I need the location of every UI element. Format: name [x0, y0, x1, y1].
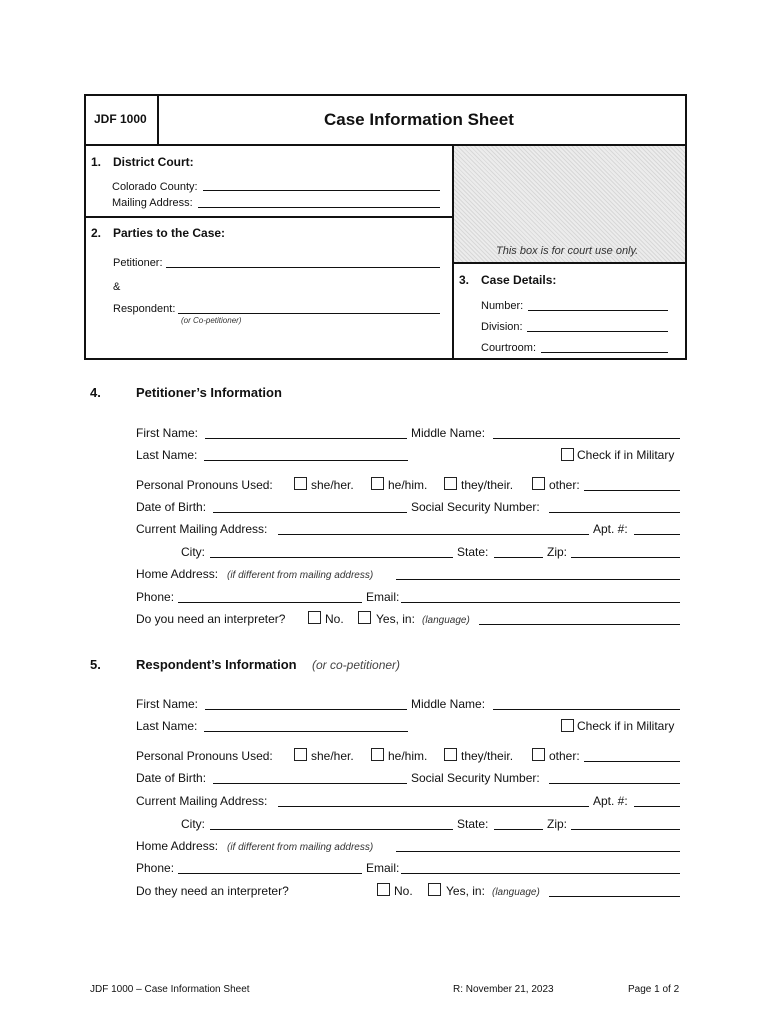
- resp-interpreter-no-checkbox[interactable]: [377, 883, 390, 896]
- resp-phone-field[interactable]: [178, 873, 362, 874]
- pet-dob-field[interactable]: [213, 512, 407, 513]
- resp-home-field[interactable]: [396, 851, 680, 852]
- resp-he-label: he/him.: [388, 749, 428, 763]
- resp-email-field[interactable]: [401, 873, 680, 874]
- resp-state-field[interactable]: [494, 829, 543, 830]
- courtroom-field[interactable]: [541, 352, 668, 353]
- pet-interpreter-no-checkbox[interactable]: [308, 611, 321, 624]
- pet-zip-label: Zip:: [547, 545, 568, 559]
- pet-language-note: (language): [422, 615, 470, 626]
- co-petitioner-note: (or Co-petitioner): [181, 316, 242, 325]
- form-code: JDF 1000: [94, 112, 147, 126]
- resp-city-field[interactable]: [210, 829, 453, 830]
- pet-he-checkbox[interactable]: [371, 477, 384, 490]
- resp-home-note: (if different from mailing address): [227, 842, 374, 853]
- pet-email-label: Email:: [366, 590, 400, 604]
- resp-apt-label: Apt. #:: [593, 794, 628, 808]
- respondent-section-number: 5.: [90, 657, 101, 672]
- pet-interpreter-yes-label: Yes, in:: [376, 612, 415, 626]
- court-use-text: This box is for court use only.: [496, 245, 639, 257]
- resp-other-label: other:: [549, 749, 580, 763]
- pet-home-note: (if different from mailing address): [227, 570, 374, 581]
- pet-home-field[interactable]: [396, 579, 680, 580]
- resp-language-note: (language): [492, 887, 540, 898]
- resp-zip-field[interactable]: [571, 829, 680, 830]
- resp-state-label: State:: [457, 817, 489, 831]
- header-divider: [157, 96, 159, 144]
- resp-interpreter-label: Do they need an interpreter?: [136, 884, 289, 898]
- pet-they-label: they/their.: [461, 478, 514, 492]
- pet-email-field[interactable]: [401, 602, 680, 603]
- resp-middle-name-field[interactable]: [493, 709, 680, 710]
- footer-page-number: Page 1 of 2: [628, 984, 680, 995]
- pet-he-label: he/him.: [388, 478, 428, 492]
- resp-they-checkbox[interactable]: [444, 748, 457, 761]
- resp-interpreter-no-label: No.: [394, 884, 413, 898]
- resp-other-field[interactable]: [584, 761, 680, 762]
- pet-middle-name-label: Middle Name:: [411, 426, 486, 440]
- resp-military-checkbox[interactable]: [561, 719, 574, 732]
- respondent-heading-note: (or co-petitioner): [312, 658, 401, 672]
- pet-ssn-label: Social Security Number:: [411, 500, 540, 514]
- pet-interpreter-label: Do you need an interpreter?: [136, 612, 286, 626]
- pet-other-checkbox[interactable]: [532, 477, 545, 490]
- division-label: Division:: [481, 321, 523, 333]
- resp-dob-label: Date of Birth:: [136, 771, 207, 785]
- pet-ssn-field[interactable]: [549, 512, 680, 513]
- resp-email-label: Email:: [366, 861, 400, 875]
- resp-mailing-field[interactable]: [278, 806, 589, 807]
- page-title: Case Information Sheet: [324, 110, 514, 129]
- resp-ssn-label: Social Security Number:: [411, 771, 540, 785]
- pet-she-label: she/her.: [311, 478, 354, 492]
- footer-form-name: JDF 1000 – Case Information Sheet: [90, 984, 250, 995]
- pet-interpreter-no-label: No.: [325, 612, 344, 626]
- resp-other-checkbox[interactable]: [532, 748, 545, 761]
- case-number-label: Number:: [481, 300, 524, 312]
- pet-middle-name-field[interactable]: [493, 438, 680, 439]
- pet-dob-label: Date of Birth:: [136, 500, 207, 514]
- pet-they-checkbox[interactable]: [444, 477, 457, 490]
- courtroom-label: Courtroom:: [481, 342, 537, 354]
- footer-revision: R: November 21, 2023: [453, 984, 554, 995]
- resp-interpreter-yes-checkbox[interactable]: [428, 883, 441, 896]
- resp-pronouns-label: Personal Pronouns Used:: [136, 749, 273, 763]
- resp-interpreter-yes-label: Yes, in:: [446, 884, 485, 898]
- resp-they-label: they/their.: [461, 749, 514, 763]
- resp-she-label: she/her.: [311, 749, 354, 763]
- resp-he-checkbox[interactable]: [371, 748, 384, 761]
- ampersand: &: [113, 281, 121, 293]
- pet-zip-field[interactable]: [571, 557, 680, 558]
- pet-phone-field[interactable]: [178, 602, 362, 603]
- resp-city-label: City:: [181, 817, 205, 831]
- resp-last-name-field[interactable]: [204, 731, 408, 732]
- court-heading: District Court:: [113, 155, 194, 169]
- resp-mailing-label: Current Mailing Address:: [136, 794, 268, 808]
- parties-section-number: 2.: [91, 226, 102, 240]
- pet-last-name-field[interactable]: [204, 460, 408, 461]
- pet-other-field[interactable]: [584, 490, 680, 491]
- resp-she-checkbox[interactable]: [294, 748, 307, 761]
- case-section-number: 3.: [459, 273, 470, 287]
- petitioner-section-number: 4.: [90, 385, 101, 400]
- pet-mailing-label: Current Mailing Address:: [136, 522, 268, 536]
- pet-she-checkbox[interactable]: [294, 477, 307, 490]
- county-label: Colorado County:: [112, 181, 198, 193]
- pet-first-name-field[interactable]: [205, 438, 407, 439]
- resp-zip-label: Zip:: [547, 817, 568, 831]
- resp-military-label: Check if in Military: [577, 719, 675, 733]
- resp-dob-field[interactable]: [213, 783, 407, 784]
- resp-ssn-field[interactable]: [549, 783, 680, 784]
- court-section-number: 1.: [91, 155, 102, 169]
- pet-other-label: other:: [549, 478, 580, 492]
- pet-military-label: Check if in Military: [577, 448, 675, 462]
- county-field[interactable]: [203, 190, 440, 191]
- respondent-field[interactable]: [178, 313, 440, 314]
- pet-state-field[interactable]: [494, 557, 543, 558]
- court-mailing-field[interactable]: [198, 207, 440, 208]
- pet-last-name-label: Last Name:: [136, 448, 198, 462]
- pet-military-checkbox[interactable]: [561, 448, 574, 461]
- respondent-section-heading: Respondent’s Information: [136, 657, 297, 672]
- pet-apt-label: Apt. #:: [593, 522, 628, 536]
- pet-city-field[interactable]: [210, 557, 453, 558]
- mailing-address-label: Mailing Address:: [112, 197, 193, 209]
- pet-city-label: City:: [181, 545, 205, 559]
- pet-mailing-field[interactable]: [278, 534, 589, 535]
- resp-apt-field[interactable]: [634, 806, 680, 807]
- petitioner-label: Petitioner:: [113, 257, 163, 269]
- resp-last-name-label: Last Name:: [136, 719, 198, 733]
- resp-middle-name-label: Middle Name:: [411, 697, 486, 711]
- resp-first-name-field[interactable]: [205, 709, 407, 710]
- pet-home-label: Home Address:: [136, 567, 219, 581]
- petitioner-field[interactable]: [166, 267, 440, 268]
- case-number-field[interactable]: [528, 310, 668, 311]
- case-heading: Case Details:: [481, 273, 557, 287]
- resp-phone-label: Phone:: [136, 861, 175, 875]
- petitioner-section-heading: Petitioner’s Information: [136, 385, 282, 400]
- parties-heading: Parties to the Case:: [113, 226, 226, 240]
- pet-first-name-label: First Name:: [136, 426, 199, 440]
- resp-home-label: Home Address:: [136, 839, 219, 853]
- pet-interpreter-yes-checkbox[interactable]: [358, 611, 371, 624]
- resp-first-name-label: First Name:: [136, 697, 199, 711]
- division-field[interactable]: [527, 331, 668, 332]
- pet-state-label: State:: [457, 545, 489, 559]
- pet-language-field[interactable]: [479, 624, 680, 625]
- respondent-label: Respondent:: [113, 303, 176, 315]
- resp-language-field[interactable]: [549, 896, 680, 897]
- pet-apt-field[interactable]: [634, 534, 680, 535]
- pet-phone-label: Phone:: [136, 590, 175, 604]
- pet-pronouns-label: Personal Pronouns Used:: [136, 478, 273, 492]
